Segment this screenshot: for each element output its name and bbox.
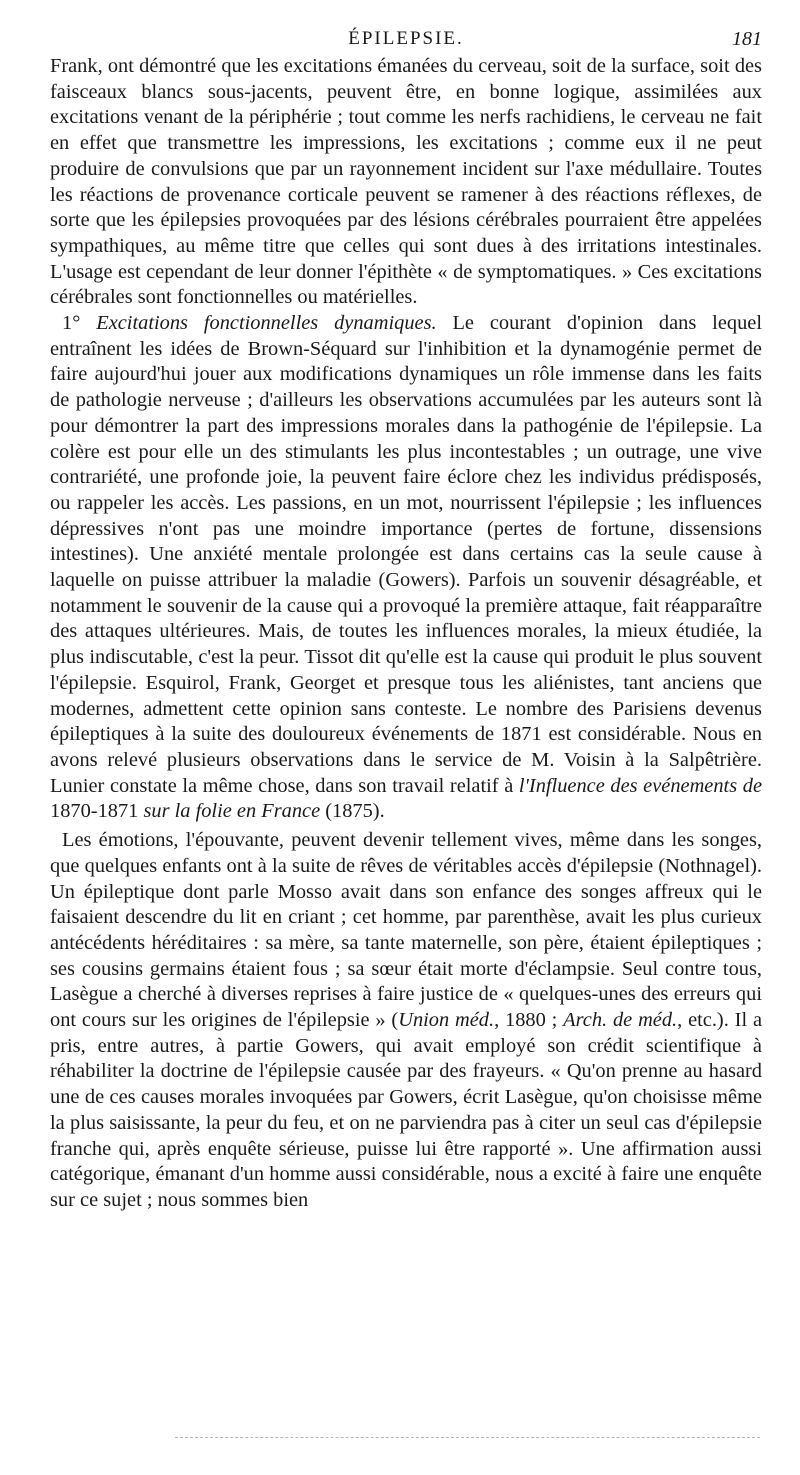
section-number: 1° bbox=[62, 312, 81, 335]
section-heading: Excitations fonctionnelles dynamiques. bbox=[96, 312, 437, 335]
page-number: 181 bbox=[732, 28, 762, 50]
paragraph-1: Frank, ont démontré que les excitations émanées du cerveau, soit de la surface, soit des faisceaux blancs sous-jacents, peuvent être, en bonne logique, assimilées aux excitations venant de la périphérie ; tout comme les nerfs rachidiens, le cerveau ne fait en effet que transmettre les impressions, les excitations ; comme eux il ne peut produire de convulsions que par un rayonnement incident sur l'axe médullaire. Toutes les réactions de provenance corticale peuvent se ramener à des réactions réflexes, de sorte que les épilepsies provoquées par des lésions cérébrales pourraient être appelées sympathiques, au même titre que celles qui sont dues à des irritations intestinales. L'usage est cependant de leur donner l'épithète « de symptomatiques. » Ces excitations cérébrales sont fonctionnelles ou matérielles. bbox=[50, 55, 762, 309]
paragraph-3 bbox=[50, 828, 762, 1214]
paragraph-2 bbox=[50, 311, 762, 825]
journal-union-med: Union méd. bbox=[398, 1009, 495, 1032]
body-text bbox=[50, 54, 762, 1214]
paragraph-2-text: Le courant d'opinion dans lequel entraînent les idées de Brown-Séquard sur l'inhibition et la dynamogénie permet de faire aujourd'hui jouer aux modifications dynamiques un rôle immense dans les faits de pathologie nerveuse ; d'ailleurs les observations accumulées par les auteurs sont là pour démontrer la part des impressions morales dans la pathogénie de l'épilepsie. La colère est pour elle un des stimulants les plus incontestables ; un outrage, une vive contrariété, une profonde joie, la peuvent faire éclore chez les individus prédisposés, ou rappeler les accès. Les passions, en un mot, nourrissent l'épilepsie ; les influences dépressives n'ont pas une moindre importance (pertes de fortune, dissensions intestines). Une anxiété mentale prolongée est dans certains cas la seule cause à laquelle on puisse attribuer la maladie (Gowers). Parfois un souvenir désagréable, et notamment le souvenir de la cause qui a provoqué la première attaque, fait réapparaître des attaques ultérieures. Mais, de toutes les influences morales, la mieux étudiée, la plus indiscutable, c'est la peur. Tissot dit qu'elle est la cause qui produit le plus souvent l'épilepsie. Esquirol, Frank, Georget et presque tous les aliénistes, tant anciens que modernes, admettent cette opinion sans conteste. Le nombre des Parisiens devenus épileptiques à la suite des douloureux événements de 1871 est considérable. Nous en avons relevé plusieurs observations dans le service de M. Voisin à la Salpêtrière. Lunier constate la même chose, dans son travail relatif à bbox=[50, 312, 762, 797]
paragraph-3-text: Les émotions, l'épouvante, peuvent devenir tellement vives, même dans les songes, que quelques enfants ont à la suite de rêves de véritables accès d'épilepsie (Nothnagel). Un épileptique dont parle Mosso avait dans son enfance des songes affreux qui le faisaient descendre du lit en criant ; cet homme, par parenthèse, avait les plus curieux antécédents héréditaires : sa mère, sa tante maternelle, son père, étaient épileptiques ; ses cousins germains étaient fous ; sa sœur était morte d'éclampsie. Seul contre tous, Lasègue a cherché à diverses reprises à faire justice de « quelques-unes des erreurs qui ont cours sur les origines de l'épilepsie » ( bbox=[50, 829, 762, 1032]
citation-title-part-1: l'Influence des evénements de bbox=[518, 774, 762, 797]
page-header bbox=[50, 24, 762, 54]
citation-years: 1870-1871 bbox=[50, 800, 144, 823]
footer-rule bbox=[175, 1437, 760, 1438]
citation-year: (1875). bbox=[320, 800, 385, 823]
running-title: ÉPILEPSIE. bbox=[348, 28, 464, 49]
citation-title-part-2: sur la folie en France bbox=[143, 800, 321, 823]
journal-arch-med: Arch. de méd. bbox=[563, 1009, 678, 1032]
paragraph-3-continuation: , etc.). Il a pris, entre autres, à partie Gowers, qui avait employé son crédit scientifique à réhabiliter la doctrine de l'épilepsie causée par des frayeurs. « Qu'on prenne au hasard une de ces causes morales invoquées par Gowers, écrit Lasègue, qu'on choisisse même la plus saisissante, la peur du feu, et on ne parviendra pas à citer un seul cas d'épilepsie franche qui, après enquête sérieuse, puisse lui être rapporté ». Une affirmation aussi catégorique, émanant d'un homme aussi considérable, nous a excité à faire une enquête sur ce sujet ; nous sommes bien bbox=[50, 1009, 762, 1211]
journal-year: , 1880 ; bbox=[494, 1009, 564, 1032]
